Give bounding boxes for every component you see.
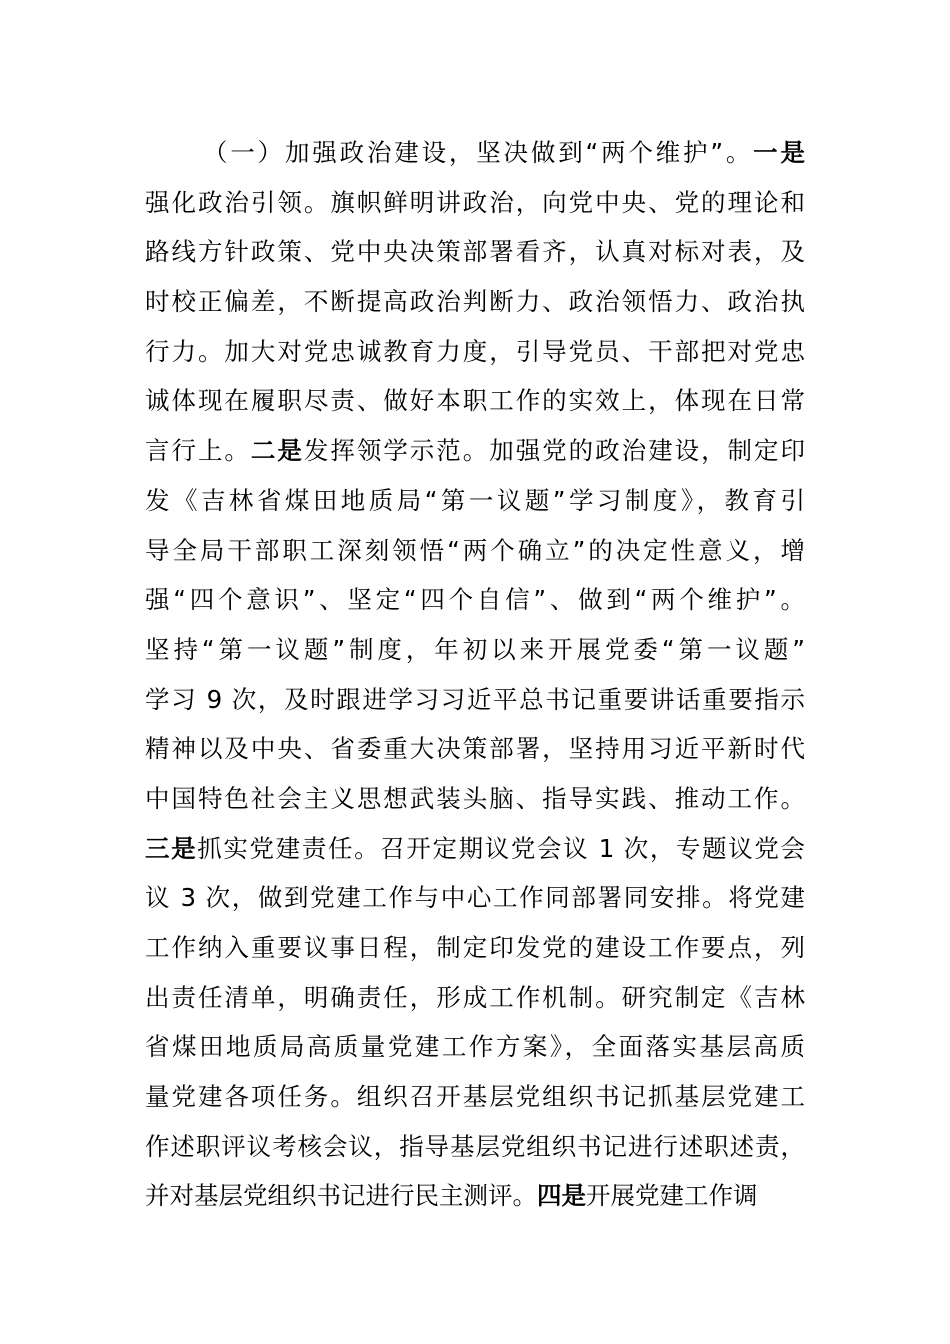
text-segment: 学习 9 次，及时跟进学习习近平总书记重要讲话重要指示 — [145, 684, 805, 714]
text-segment: 议 3 次，做到党建工作与中心工作同部署同安排。将党建 — [145, 883, 805, 913]
bold-lead-phrase: 三是 — [145, 833, 198, 863]
text-line — [145, 675, 805, 725]
bold-lead-phrase: 四是 — [537, 1181, 586, 1211]
text-line — [145, 973, 805, 1023]
text-segment: 开展党建工作调 — [586, 1181, 758, 1211]
text-line — [145, 724, 805, 774]
text-line — [145, 128, 805, 178]
text-segment: 并对基层党组织书记进行民主测评。 — [145, 1181, 537, 1211]
text-line — [145, 774, 805, 824]
text-line — [145, 1022, 805, 1072]
text-line — [145, 327, 805, 377]
text-line — [145, 178, 805, 228]
text-segment: 发《吉林省煤田地质局“第一议题”学习制度》，教育引 — [145, 485, 805, 515]
text-segment: 言行上。 — [145, 436, 251, 466]
text-segment: 省煤田地质局高质量党建工作方案》，全面落实基层高质 — [145, 1032, 805, 1062]
text-segment: 抓实党建责任。召开定期议党会议 1 次，专题议党会 — [197, 833, 806, 863]
text-segment: 强化政治引领。旗帜鲜明讲政治，向党中央、党的理论和 — [145, 187, 805, 217]
text-segment: 坚持“第一议题”制度，年初以来开展党委“第一议题” — [145, 634, 805, 664]
text-line — [145, 824, 805, 874]
text-segment: 诚体现在履职尽责、做好本职工作的实效上，体现在日常 — [145, 386, 805, 416]
text-line — [145, 1171, 805, 1221]
text-line — [145, 227, 805, 277]
text-segment: 工作纳入重要议事日程，制定印发党的建设工作要点，列 — [145, 933, 805, 962]
bold-lead-phrase: 一是 — [753, 138, 805, 167]
text-line — [145, 625, 805, 675]
text-segment: 作述职评议考核会议，指导基层党组织书记进行述职述责， — [145, 1131, 805, 1161]
text-segment: 时校正偏差，不断提高政治判断力、政治领悟力、政治执 — [145, 287, 805, 317]
text-segment: 精神以及中央、省委重大决策部署，坚持用习近平新时代 — [145, 734, 805, 764]
text-segment: 导全局干部职工深刻领悟“两个确立”的决定性意义，增 — [145, 535, 805, 565]
text-line — [145, 277, 805, 327]
text-line — [145, 526, 805, 576]
text-line — [145, 476, 805, 526]
text-segment: 强“四个意识”、坚定“四个自信”、做到“两个维护”。 — [145, 585, 805, 615]
text-line — [145, 376, 805, 426]
text-segment: 量党建各项任务。组织召开基层党组织书记抓基层党建工 — [145, 1082, 805, 1112]
text-segment: 行力。加大对党忠诚教育力度，引导党员、干部把对党忠 — [145, 336, 805, 366]
bold-lead-phrase: 二是 — [250, 436, 304, 466]
text-line — [145, 1122, 805, 1172]
text-segment: 中国特色社会主义思想武装头脑、指导实践、推动工作。 — [145, 783, 805, 813]
text-segment: 出责任清单，明确责任，形成工作机制。研究制定《吉林 — [145, 982, 805, 1012]
text-segment: 发挥领学示范。加强党的政治建设，制定印 — [303, 436, 806, 466]
body-paragraph — [145, 128, 805, 1221]
text-line — [145, 873, 805, 923]
text-segment: （一）加强政治建设，坚决做到“两个维护”。 — [203, 138, 754, 167]
text-line — [145, 1072, 805, 1122]
text-line — [145, 923, 805, 973]
text-line — [145, 575, 805, 625]
text-segment: 路线方针政策、党中央决策部署看齐，认真对标对表，及 — [145, 237, 805, 267]
text-line — [145, 426, 805, 476]
